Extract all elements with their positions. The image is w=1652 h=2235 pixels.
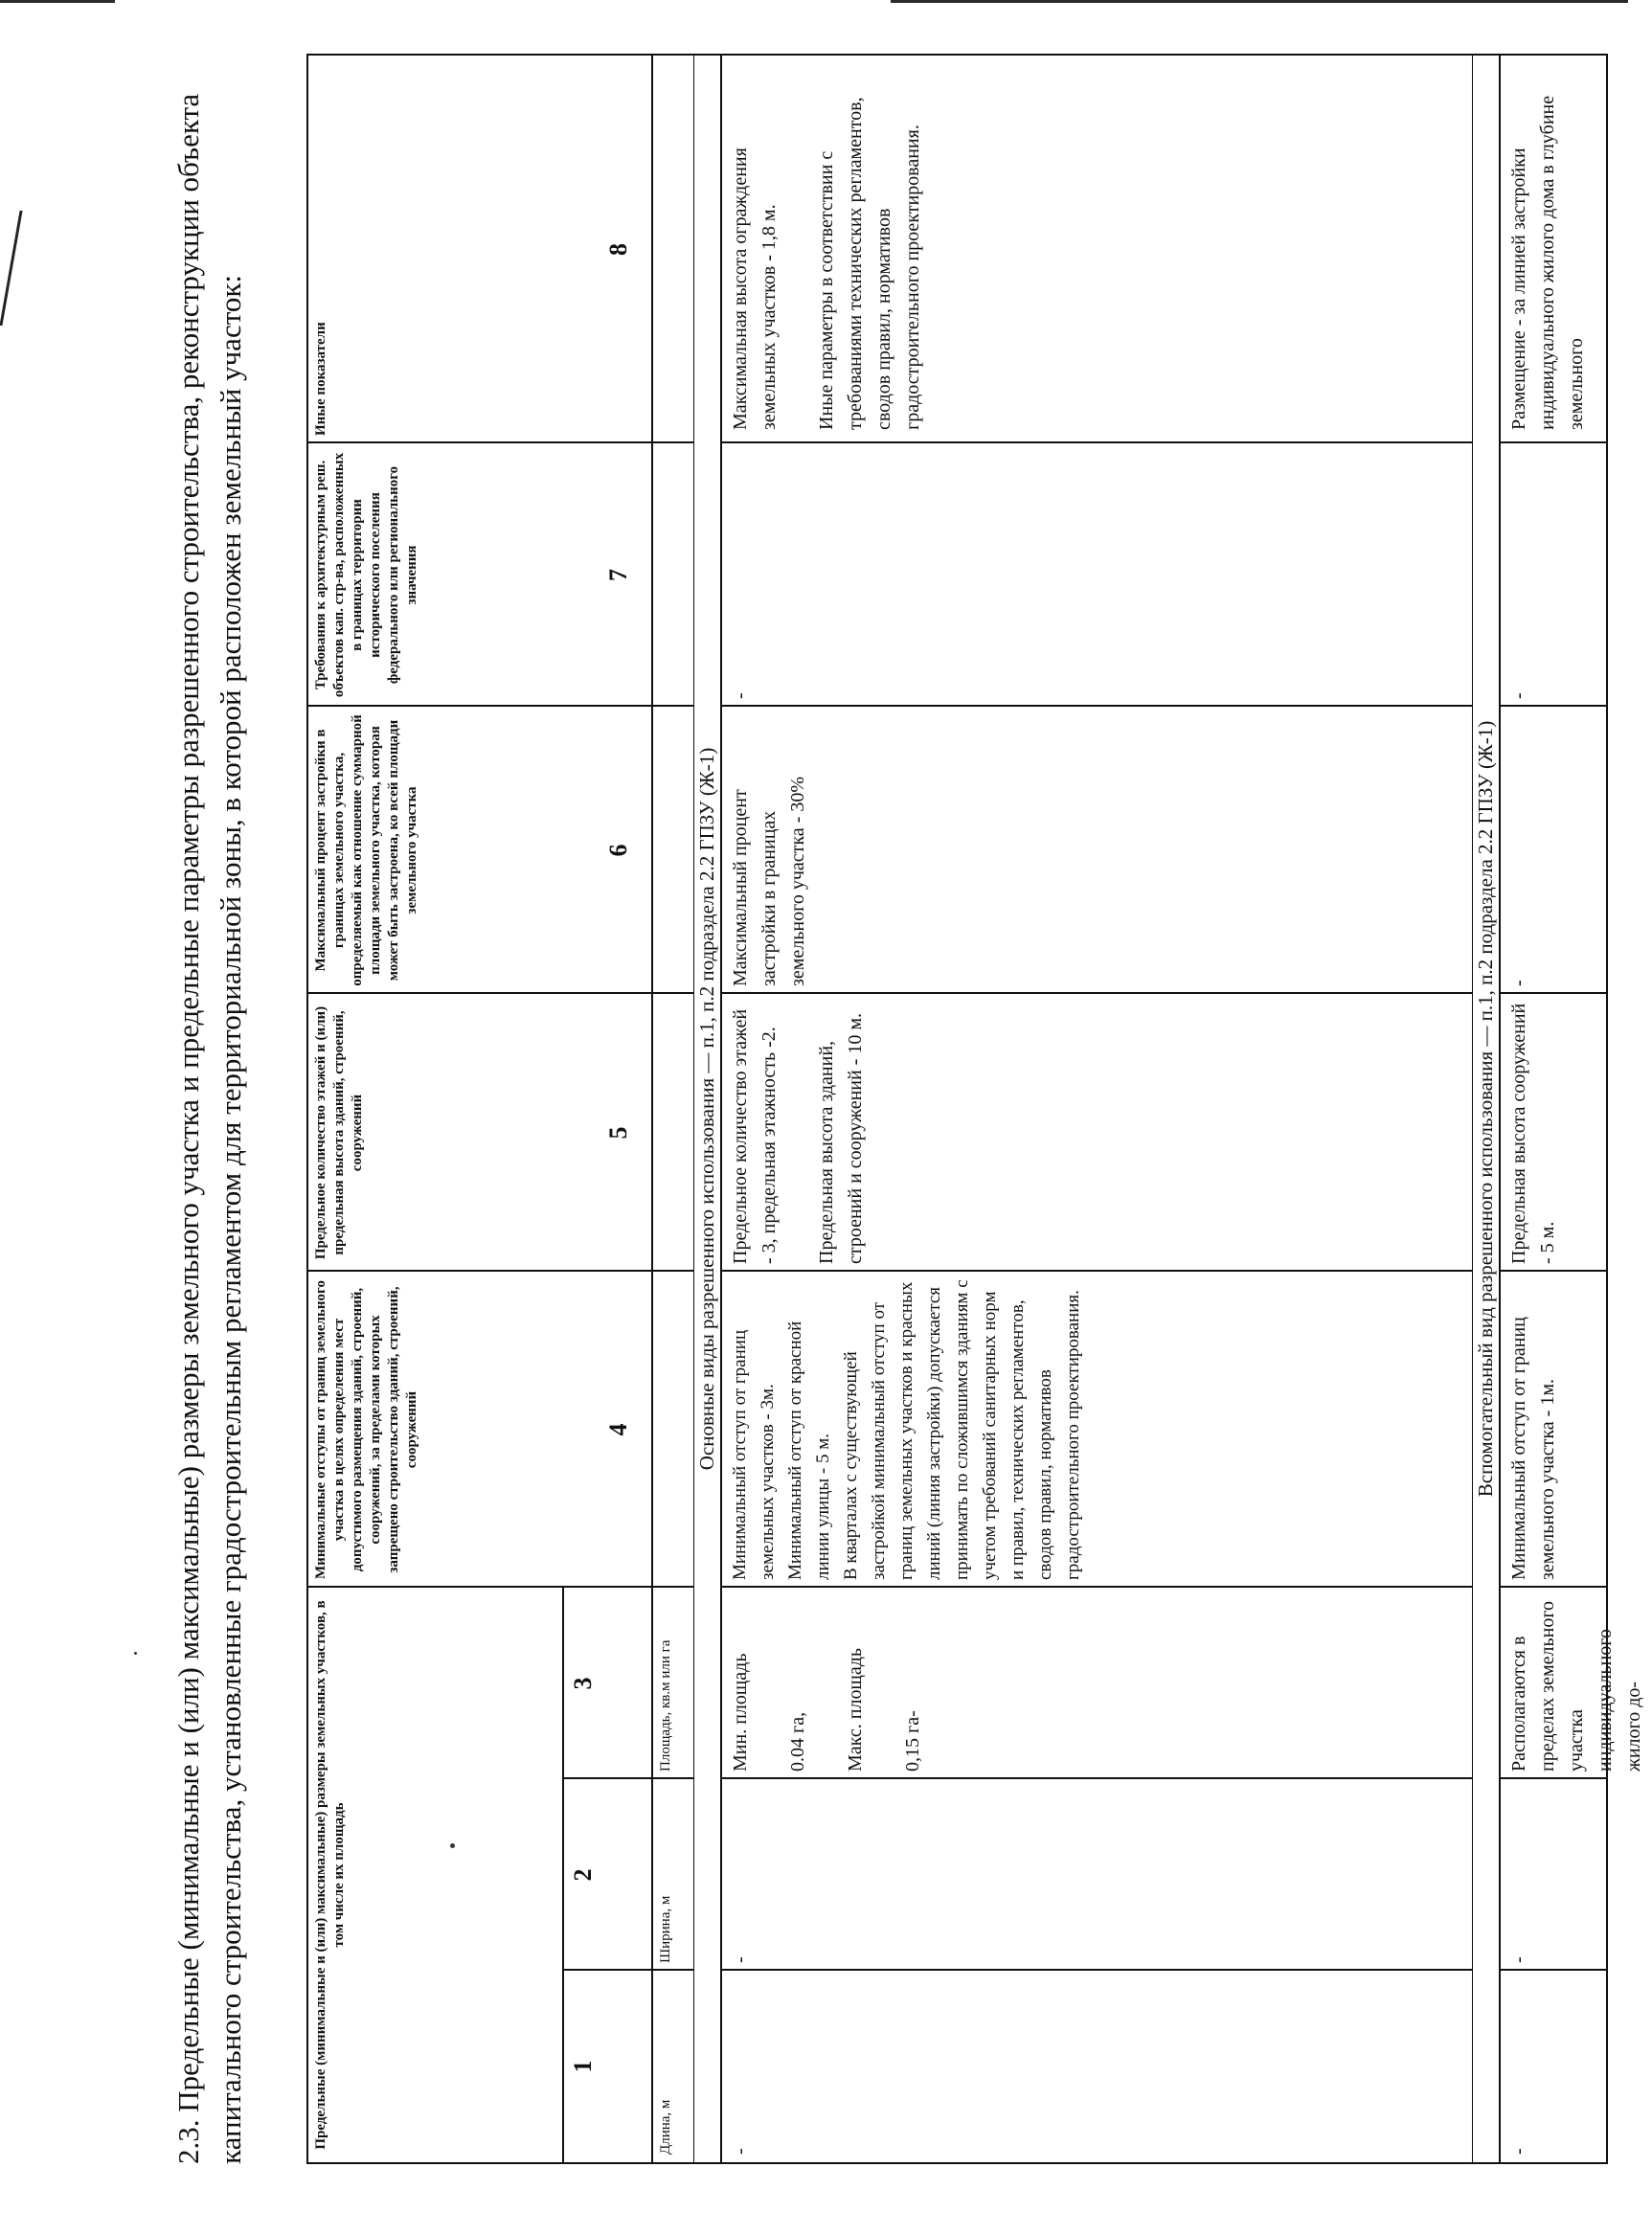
- scan-dot: [134, 1652, 137, 1655]
- row1-setbacks: Минимальный отступ от границ земельных участков - 3м. Минимальный отступ от красной линии улицы - 5 м. В кварталах с существующей застройкой минимальный отступ от границ земельных участков и красных линий (линия застройки) допускается принимать по сложившимся зданиям с учетом требований санитарных норм и правил, технических регламентов, сводов правил, нормативов градостроительного проектирования.: [730, 1279, 1083, 1580]
- row1-other: Максимальная высота ограждения земельных участков - 1,8 м. Иные параметры в соответствии с требованиями технических регламентов, сводов правил, нормативов градостроительного проектирования.: [730, 97, 923, 430]
- row2-setbacks: Минимальный отступ от границ земельного участка - 1м.: [1508, 1317, 1558, 1580]
- row1-floors: Предельное количество этажей - 3, предельная этажность -2. Предельная высота зданий, строений и сооружений - 10 м.: [730, 1008, 866, 1264]
- row1-width: -: [730, 1956, 751, 1963]
- column-number: 3: [569, 1677, 597, 1690]
- section-auxiliary-uses: Вспомогательный вид разрешенного использования — п.1, п.2 подраздела 2.2 ГПЗУ (Ж-1): [1473, 56, 1499, 2162]
- row2-architecture: -: [1508, 692, 1529, 699]
- column-number: 5: [604, 1126, 632, 1140]
- subheader-length: Длина, м: [658, 2099, 673, 2155]
- subheader-area: Площадь, кв.м или га: [658, 1639, 673, 1772]
- header-architecture-requirements: Требования к архитектурным реш. объектов кап. стр-ва, расположенных в границах территории исторического поселения федерального или регионального значения: [313, 452, 419, 698]
- column-number: 4: [604, 1423, 632, 1436]
- row2-floors: Предельная высота сооружений - 5 м.: [1508, 1003, 1558, 1264]
- header-land-plot-sizes: Предельные (минимальные и (или) максимальные) размеры земельных участков, в том числе их площадь: [313, 1600, 347, 2150]
- row2-width: -: [1508, 1956, 1529, 1963]
- scan-edge-left: [0, 0, 115, 3]
- row1-coverage: Максимальный процент застройки в границах земельного участка - 30%: [730, 777, 808, 986]
- header-max-floors: Предельное количество этажей и (или) предельная высота зданий, строений, сооружений: [313, 1005, 365, 1260]
- row2-coverage: -: [1508, 980, 1529, 986]
- scan-edge-right: [891, 0, 1628, 3]
- column-number: 7: [604, 569, 632, 581]
- row2-length: -: [1508, 2148, 1529, 2155]
- row1-area: Мин. площадь 0.04 га, Макс. площадь 0,15 га-: [730, 1647, 923, 1772]
- row2-area: Располагаются в пределах земельного участка индивидуального жилого до-: [1508, 1600, 1644, 1772]
- row1-length: -: [730, 2148, 751, 2155]
- row2-other: Размещение - за линией застройки индивидуального жилого дома в глубине земельного: [1508, 95, 1587, 430]
- parameters-table: [306, 54, 1644, 2164]
- column-number: 6: [604, 844, 632, 857]
- document-page: [168, 57, 1644, 2164]
- section-heading: 2.3. Предельные (минимальные и (или) максимальные) размеры земельного участка и предельные параметры разрешенного строительства, реконструкции объекта капитального строительства, установленные градостроительным регламентом для территориальной зоны, в которой расположен земельный участок:: [171, 93, 247, 2164]
- section-main-uses: Основные виды разрешенного использования — п.1, п.2 подраздела 2.2 ГПЗУ (Ж-1): [694, 56, 720, 2162]
- column-number: 2: [569, 1868, 597, 1882]
- header-max-coverage: Максимальный процент застройки в границах земельного участка, определяемый как отношение суммарной площади земельного участка, которая может быть застроена, ко всей площади земельного участка: [313, 714, 419, 986]
- header-other-indicators: Иные показатели: [313, 322, 328, 436]
- column-number: 1: [569, 2060, 597, 2073]
- scan-mark: [0, 211, 33, 326]
- row1-architecture: -: [730, 692, 751, 699]
- header-min-setbacks: Минимальные отступы от границ земельного участка в целях определения мест допустимого размещения зданий, строений, сооружений, за пределами которых запрещено строительство зданий, строений, сооружений: [313, 1280, 419, 1579]
- column-number: 8: [604, 243, 632, 256]
- subheader-width: Ширина, м: [658, 1895, 673, 1963]
